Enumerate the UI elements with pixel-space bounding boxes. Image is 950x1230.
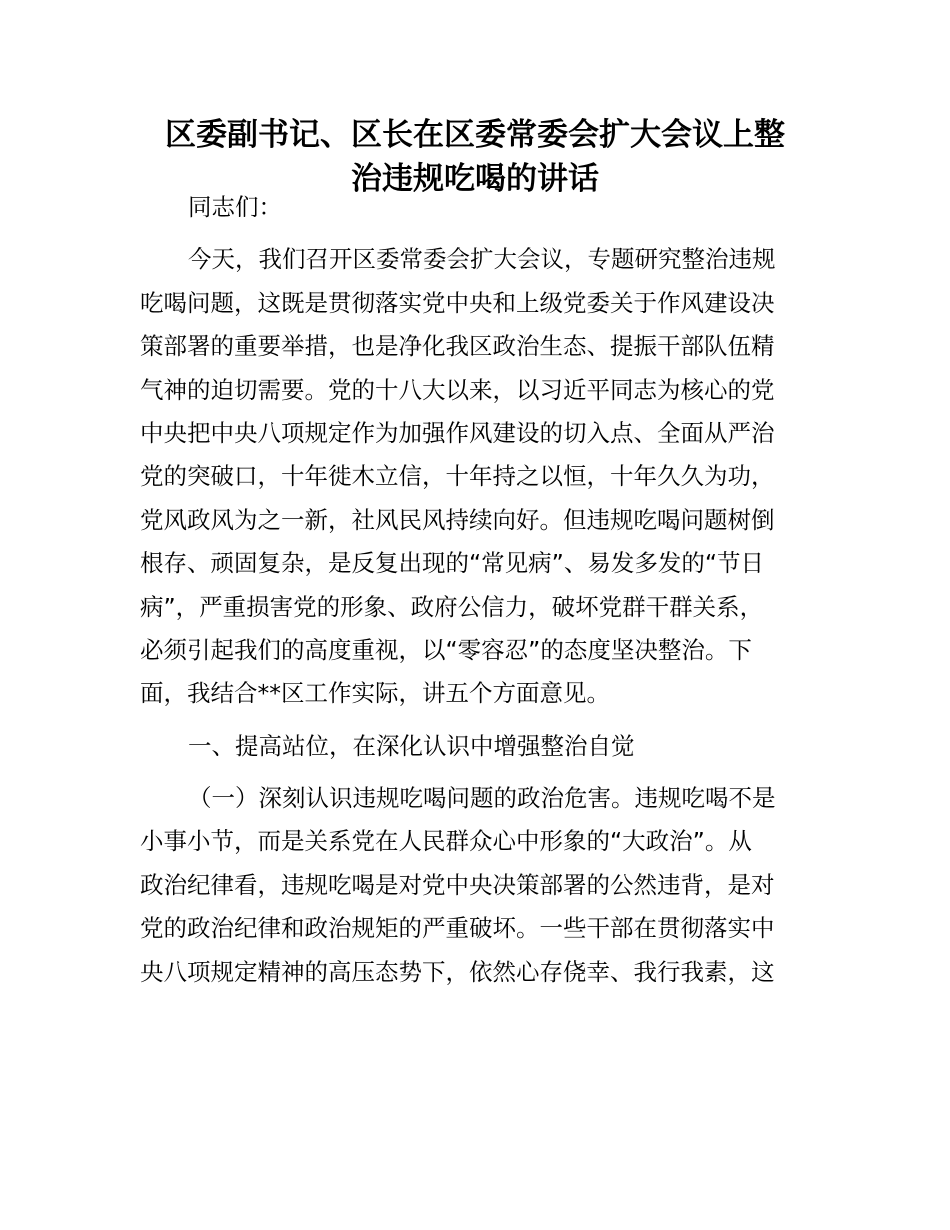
paragraph-line: 央八项规定精神的高压态势下，依然心存侥幸、我行我素，这 <box>140 957 775 986</box>
section-heading <box>140 725 820 768</box>
salutation: 同志们： <box>188 193 282 221</box>
paragraph-line: 气神的迫切需要。党的十八大以来，以习近平同志为核心的党 <box>140 375 775 404</box>
title-line: 区委副书记、区长在区委常委会扩大会议上整 <box>165 117 785 153</box>
body-paragraph <box>140 777 820 994</box>
paragraph-line: 今天，我们召开区委常委会扩大会议，专题研究整治违规 <box>188 245 776 274</box>
document-body <box>140 186 820 1003</box>
paragraph-line: 吃喝问题，这既是贯彻落实党中央和上级党委关于作风建设决 <box>140 288 775 317</box>
paragraph-line: 面，我结合**区工作实际，讲五个方面意见。 <box>140 679 610 708</box>
paragraph-line: 中央把中央八项规定作为加强作风建设的切入点、全面从严治 <box>140 418 775 447</box>
paragraph-line: 党的政治纪律和政治规矩的严重破坏。一些干部在贯彻落实中 <box>140 914 775 943</box>
salutation-paragraph <box>140 186 820 229</box>
paragraph-line: 病”，严重损害党的形象、政府公信力，破坏党群干群关系， <box>140 592 764 621</box>
paragraph-line: 策部署的重要举措，也是净化我区政治生态、提振干部队伍精 <box>140 332 775 361</box>
paragraph-line: 政治纪律看，违规吃喝是对党中央决策部署的公然违背，是对 <box>140 870 775 899</box>
paragraph-line: 根存、顽固复杂，是反复出现的“常见病”、易发多发的“节日 <box>140 549 765 578</box>
section-heading-line: 一、提高站位，在深化认识中增强整治自觉 <box>188 731 635 760</box>
paragraph-line: 党风政风为之一新，社风民风持续向好。但违规吃喝问题树倒 <box>140 505 775 534</box>
paragraph-line: 小事小节，而是关系党在人民群众心中形象的“大政治”。从 <box>140 827 752 856</box>
paragraph-line: （一）深刻认识违规吃喝问题的政治危害。违规吃喝不是 <box>188 784 776 813</box>
paragraph-line: 党的突破口，十年徙木立信，十年持之以恒，十年久久为功， <box>140 462 775 491</box>
title-line: 治违规吃喝的讲话 <box>351 161 599 197</box>
paragraph-line: 必须引起我们的高度重视，以“零容忍”的态度坚决整治。下 <box>140 635 752 664</box>
body-paragraph <box>140 238 820 715</box>
